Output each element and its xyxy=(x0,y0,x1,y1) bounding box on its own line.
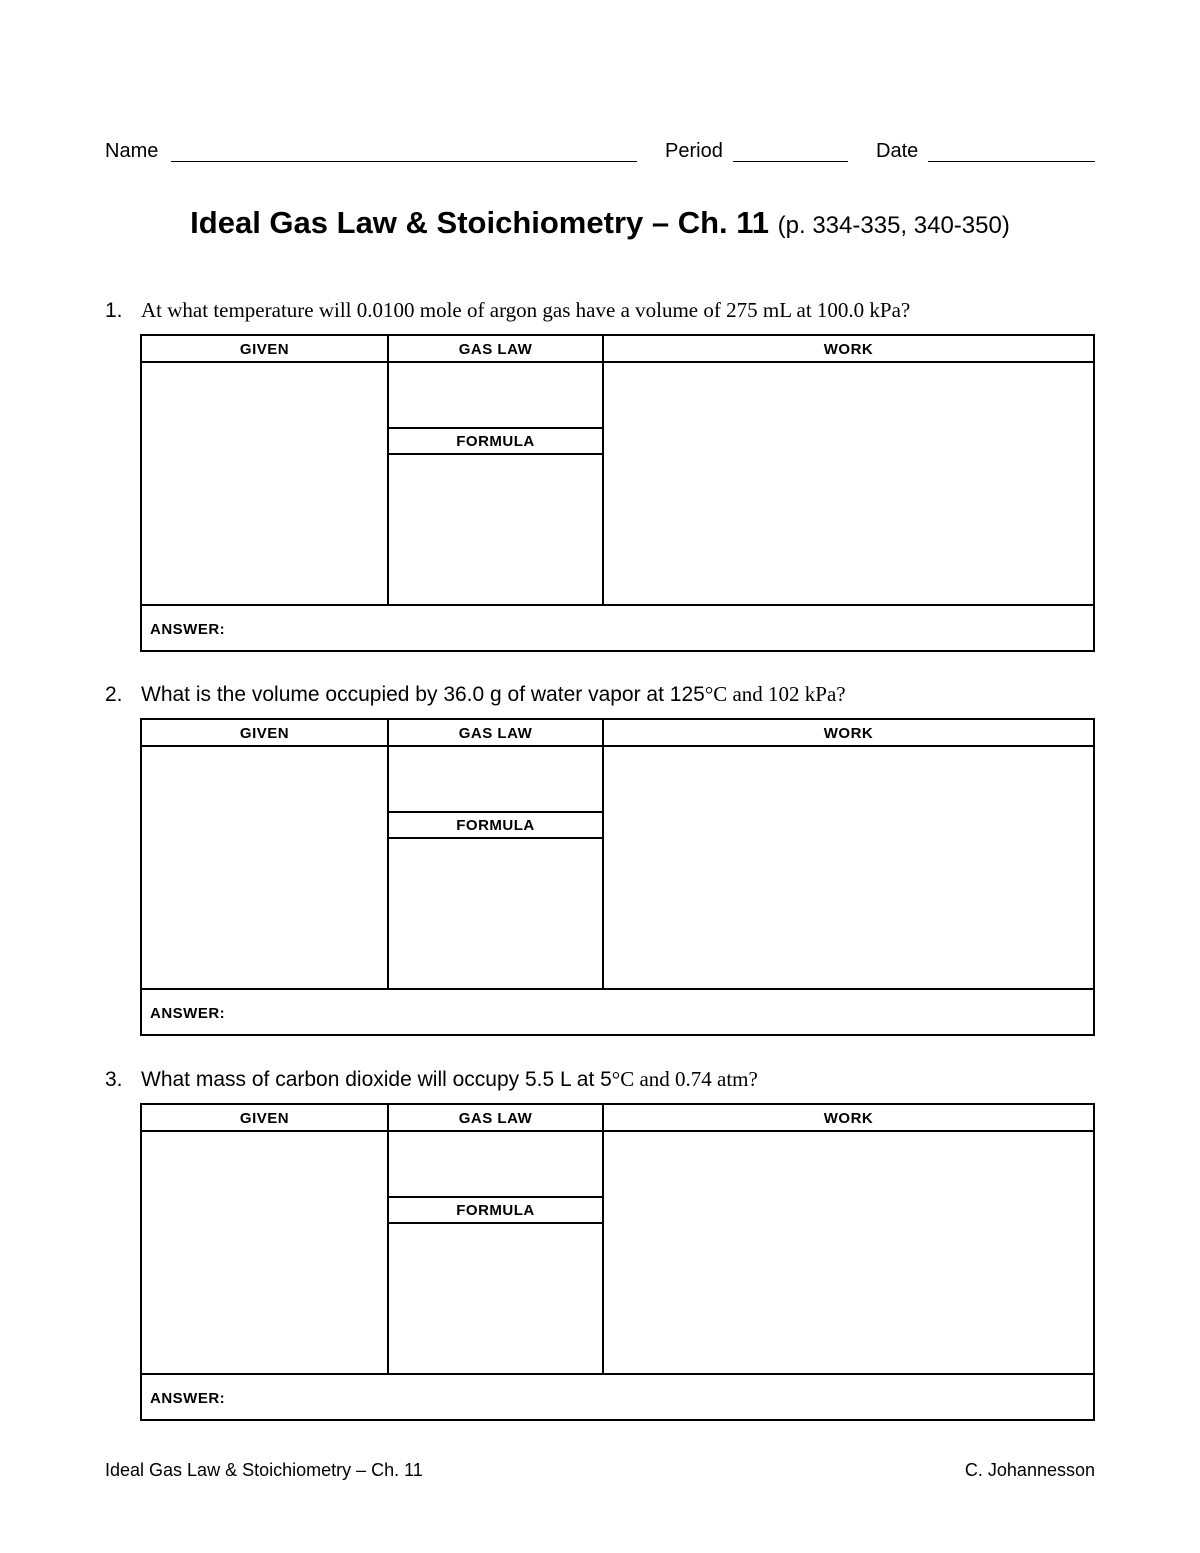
question-text-end: C and 0.74 atm? xyxy=(620,1067,758,1091)
question-number: 1. xyxy=(105,299,123,322)
title-main: Ideal Gas Law & Stoichiometry – Ch. 11 xyxy=(190,205,770,240)
formula-header: FORMULA xyxy=(456,433,535,450)
answer-grid-3 xyxy=(140,1103,1095,1421)
question-3 xyxy=(105,1067,1105,1092)
formula-header: FORMULA xyxy=(456,1202,535,1219)
question-number: 2. xyxy=(105,683,123,706)
answer-grid-2 xyxy=(140,718,1095,1036)
worksheet-title xyxy=(0,205,1200,241)
given-header: GIVEN xyxy=(239,341,290,358)
question-text: At what temperature will 0.0100 mole of argon gas have a volume of 275 mL at 100.0 kPa? xyxy=(141,298,911,322)
footer-left: Ideal Gas Law & Stoichiometry – Ch. 11 xyxy=(105,1460,423,1480)
question-number: 3. xyxy=(105,1068,123,1091)
student-info-line xyxy=(105,140,1097,168)
footer-right: C. Johannesson xyxy=(964,1460,1095,1480)
gas-law-header: GAS LAW xyxy=(458,341,533,358)
name-label: Name xyxy=(105,140,159,162)
degree-symbol: ° xyxy=(704,682,714,706)
date-label: Date xyxy=(876,140,919,162)
given-header: GIVEN xyxy=(239,725,290,742)
degree-symbol: ° xyxy=(611,1067,621,1091)
given-header: GIVEN xyxy=(239,1110,290,1127)
question-text-end: C and 102 kPa? xyxy=(713,682,846,706)
gas-law-header: GAS LAW xyxy=(458,1110,533,1127)
question-1 xyxy=(105,298,1105,323)
title-pages: (p. 334-335, 340-350) xyxy=(777,212,1010,239)
formula-header: FORMULA xyxy=(456,817,535,834)
answer-label: ANSWER: xyxy=(150,621,226,638)
date-blank[interactable] xyxy=(928,161,1095,162)
answer-grid-1 xyxy=(140,334,1095,652)
work-header: WORK xyxy=(823,725,874,742)
answer-label: ANSWER: xyxy=(150,1005,226,1022)
answer-label: ANSWER: xyxy=(150,1390,226,1407)
question-2 xyxy=(105,682,1105,707)
name-blank[interactable] xyxy=(171,161,637,162)
period-blank[interactable] xyxy=(733,161,848,162)
gas-law-header: GAS LAW xyxy=(458,725,533,742)
period-label: Period xyxy=(665,140,723,162)
question-text: What mass of carbon dioxide will occupy 5.5 L at 5 xyxy=(141,1068,612,1091)
question-text: What is the volume occupied by 36.0 g of water vapor at 125 xyxy=(141,683,705,706)
work-header: WORK xyxy=(823,341,874,358)
work-header: WORK xyxy=(823,1110,874,1127)
